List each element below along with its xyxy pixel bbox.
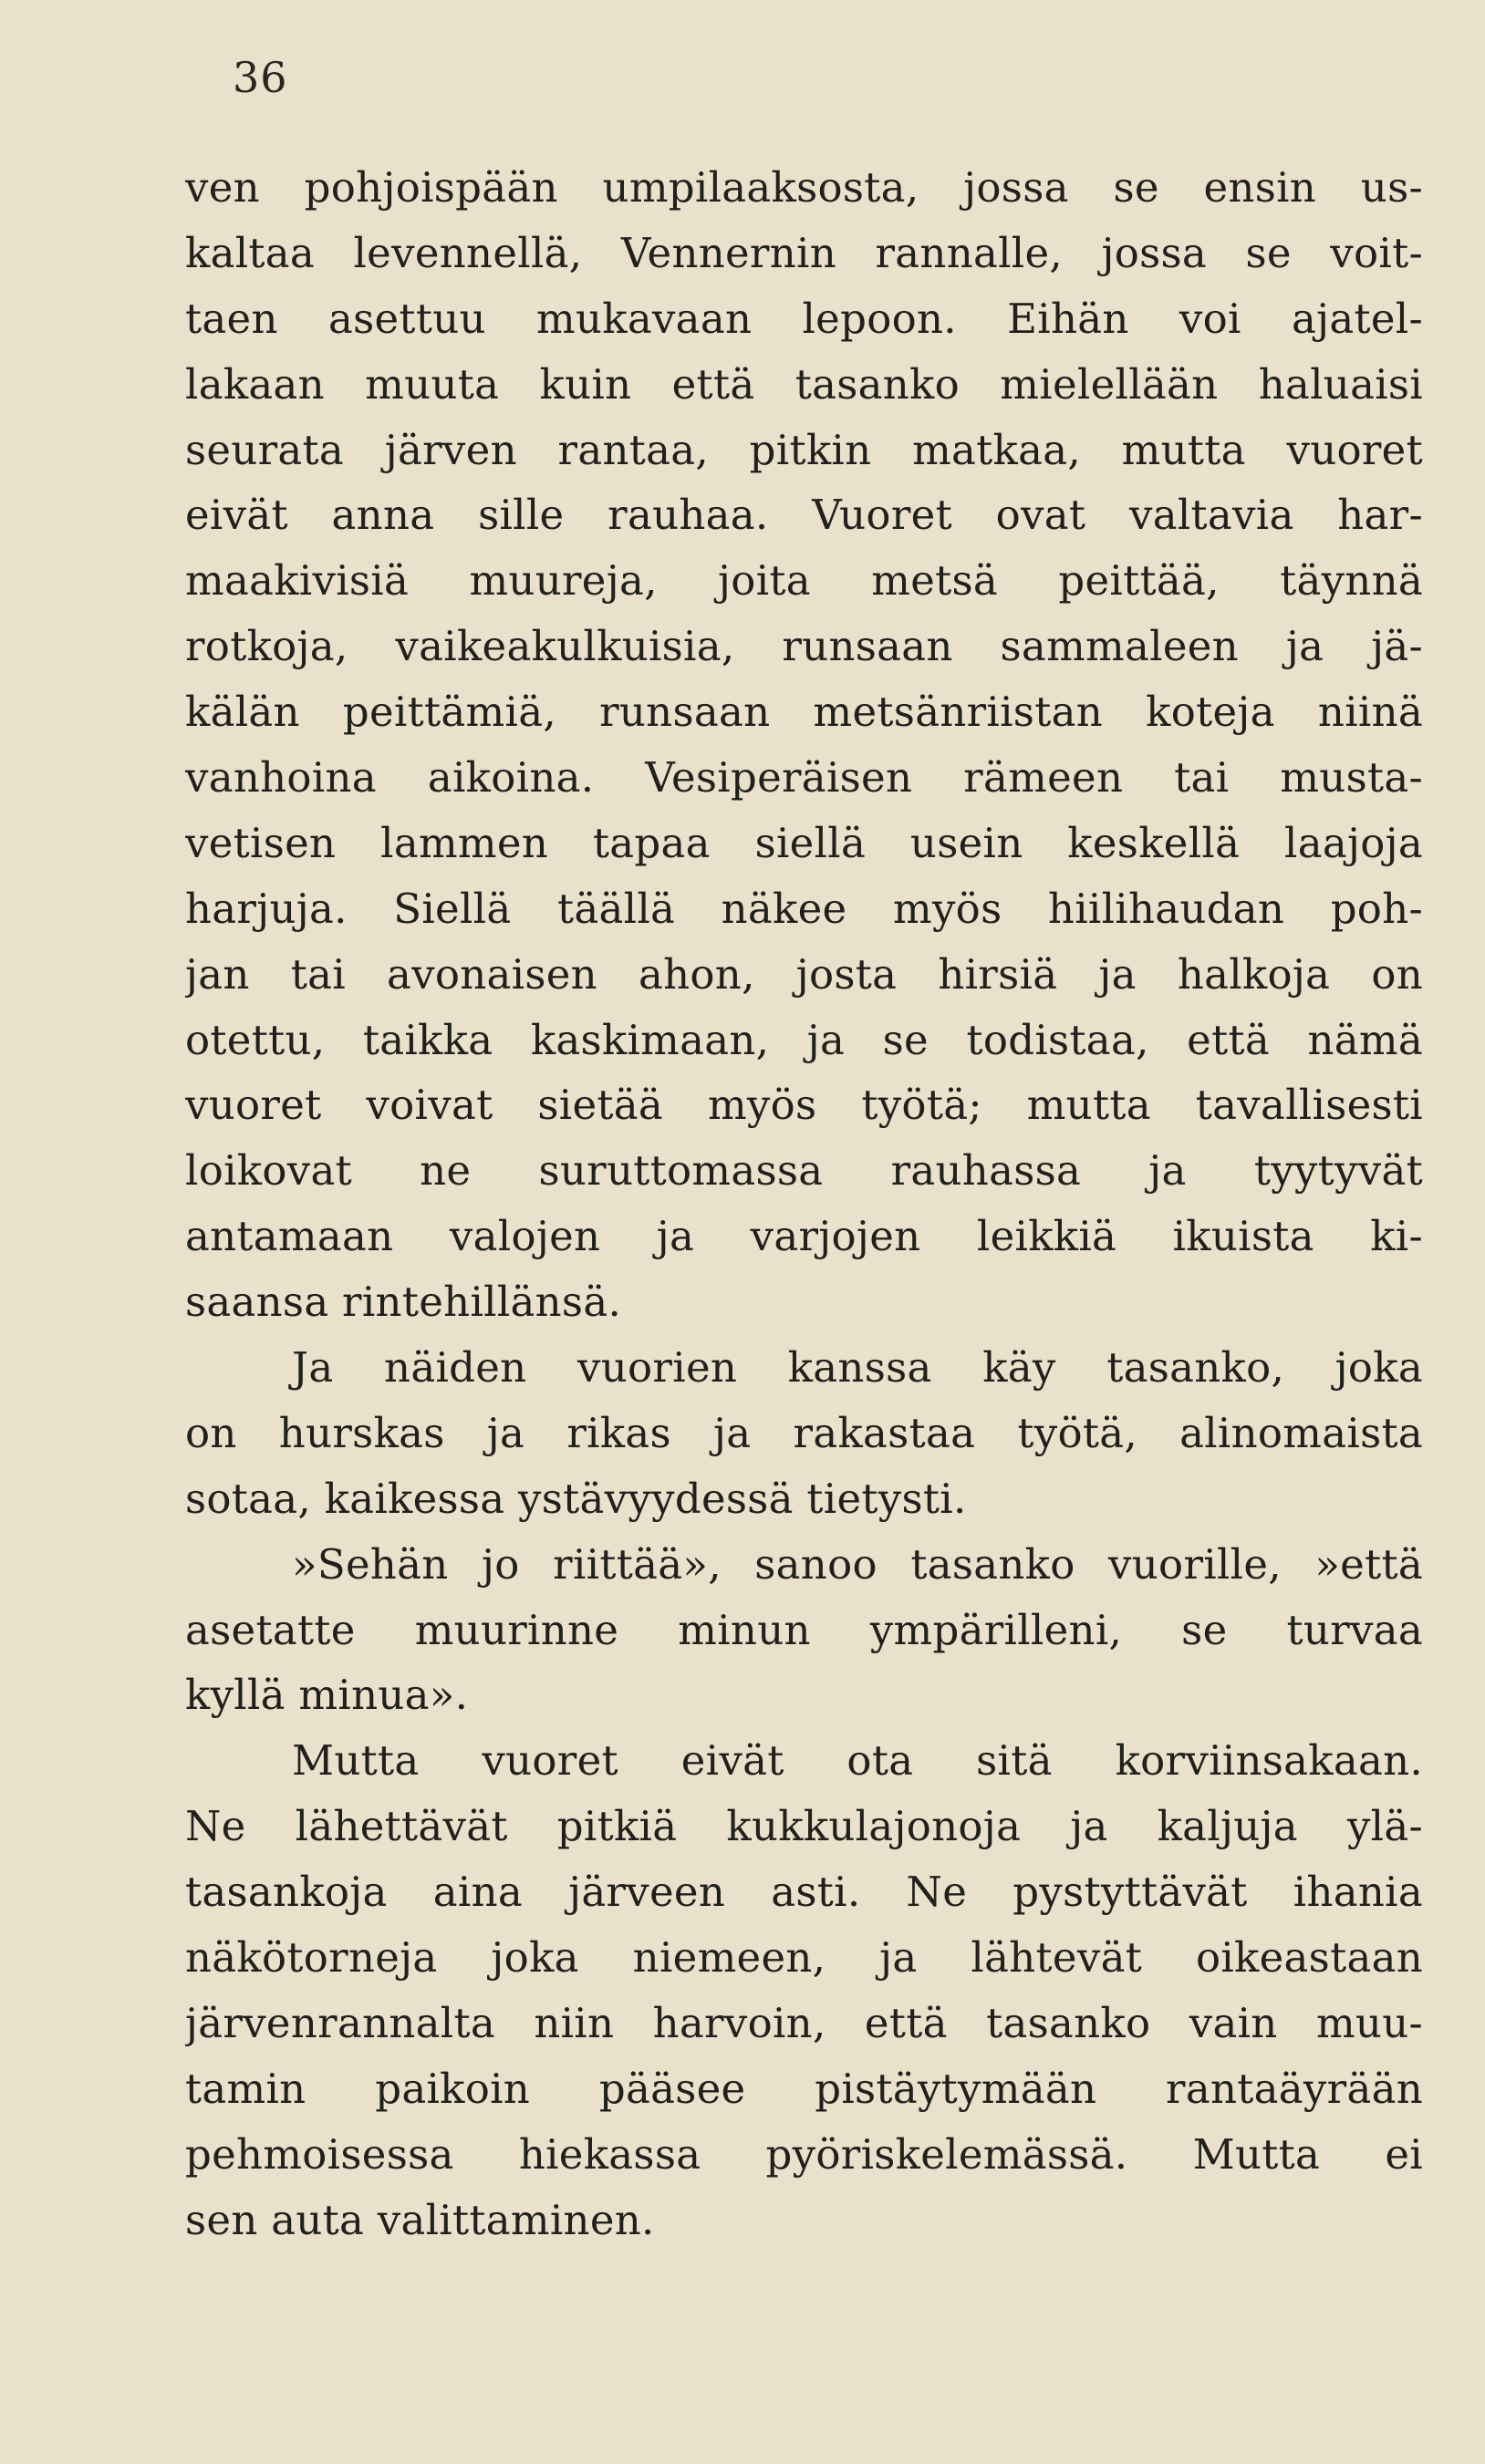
text-line: rotkoja, vaikeakulkuisia, runsaan sammaleen ja jä-: [185, 622, 1423, 671]
text-line: jan tai avonaisen ahon, josta hirsiä ja halkoja on: [185, 949, 1423, 999]
text-line-paragraph-end: saansa rintehillänsä.: [185, 1278, 622, 1327]
text-line: tamin paikoin pääsee pistäytymään rantaäyrään: [185, 2064, 1423, 2113]
text-line: maakivisiä muureja, joita metsä peittää, täynnä: [185, 556, 1423, 606]
text-line: on hurskas ja rikas ja rakastaa työtä, alinomaista: [185, 1408, 1423, 1457]
text-line: otettu, taikka kaskimaan, ja se todistaa, että nämä: [185, 1015, 1423, 1064]
text-line: asetatte muurinne minun ympärilleni, se turvaa: [185, 1605, 1423, 1654]
text-line: loikovat ne suruttomassa rauhassa ja tyytyvät: [185, 1146, 1423, 1196]
text-line: pehmoisessa hiekassa pyöriskelemässä. Mutta ei: [185, 2129, 1423, 2179]
text-line: kaltaa levennellä, Vennernin rannalle, jossa se voit-: [185, 228, 1423, 277]
text-line: järvenrannalta niin harvoin, että tasanko vain muu-: [185, 1998, 1423, 2047]
text-line: Ne lähettävät pitkiä kukkulajonoja ja kaljuja ylä-: [185, 1802, 1423, 1851]
text-line: vuoret voivat sietää myös työtä; mutta tavallisesti: [185, 1081, 1423, 1130]
text-line-paragraph-end: sotaa, kaikessa ystävyydessä tietysti.: [185, 1474, 967, 1523]
text-line-paragraph-start: »Sehän jo riittää», sanoo tasanko vuorille, »että: [292, 1539, 1423, 1589]
text-line: eivät anna sille rauhaa. Vuoret ovat valtavia har-: [185, 491, 1423, 540]
text-line: lakaan muuta kuin että tasanko mielellään haluaisi: [185, 359, 1423, 409]
text-line: vetisen lammen tapaa siellä usein keskellä laajoja: [185, 818, 1423, 867]
text-line: seurata järven rantaa, pitkin matkaa, mutta vuoret: [185, 425, 1423, 474]
text-line: näkötorneja joka niemeen, ja lähtevät oikeastaan: [185, 1933, 1423, 1983]
text-line-paragraph-end: sen auta valittaminen.: [185, 2195, 655, 2244]
page-number: 36: [233, 53, 288, 102]
body-text: [185, 155, 1423, 2253]
text-line-paragraph-start: Ja näiden vuorien kanssa käy tasanko, joka: [292, 1343, 1423, 1392]
text-line-paragraph-start: Mutta vuoret eivät ota sitä korviinsakaan.: [292, 1736, 1423, 1786]
text-line-paragraph-end: kyllä minua».: [185, 1671, 469, 1720]
text-line: vanhoina aikoina. Vesiperäisen rämeen tai musta-: [185, 753, 1423, 802]
text-line: harjuja. Siellä täällä näkee myös hiilihaudan poh-: [185, 884, 1423, 933]
text-line: tasankoja aina järveen asti. Ne pystyttävät ihania: [185, 1868, 1423, 1917]
text-line: kälän peittämiä, runsaan metsänriistan koteja niinä: [185, 688, 1423, 737]
text-line: antamaan valojen ja varjojen leikkiä ikuista ki-: [185, 1212, 1423, 1261]
text-line: ven pohjoispään umpilaaksosta, jossa se ensin us-: [185, 163, 1423, 212]
text-line: taen asettuu mukavaan lepoon. Eihän voi ajatel-: [185, 294, 1423, 343]
